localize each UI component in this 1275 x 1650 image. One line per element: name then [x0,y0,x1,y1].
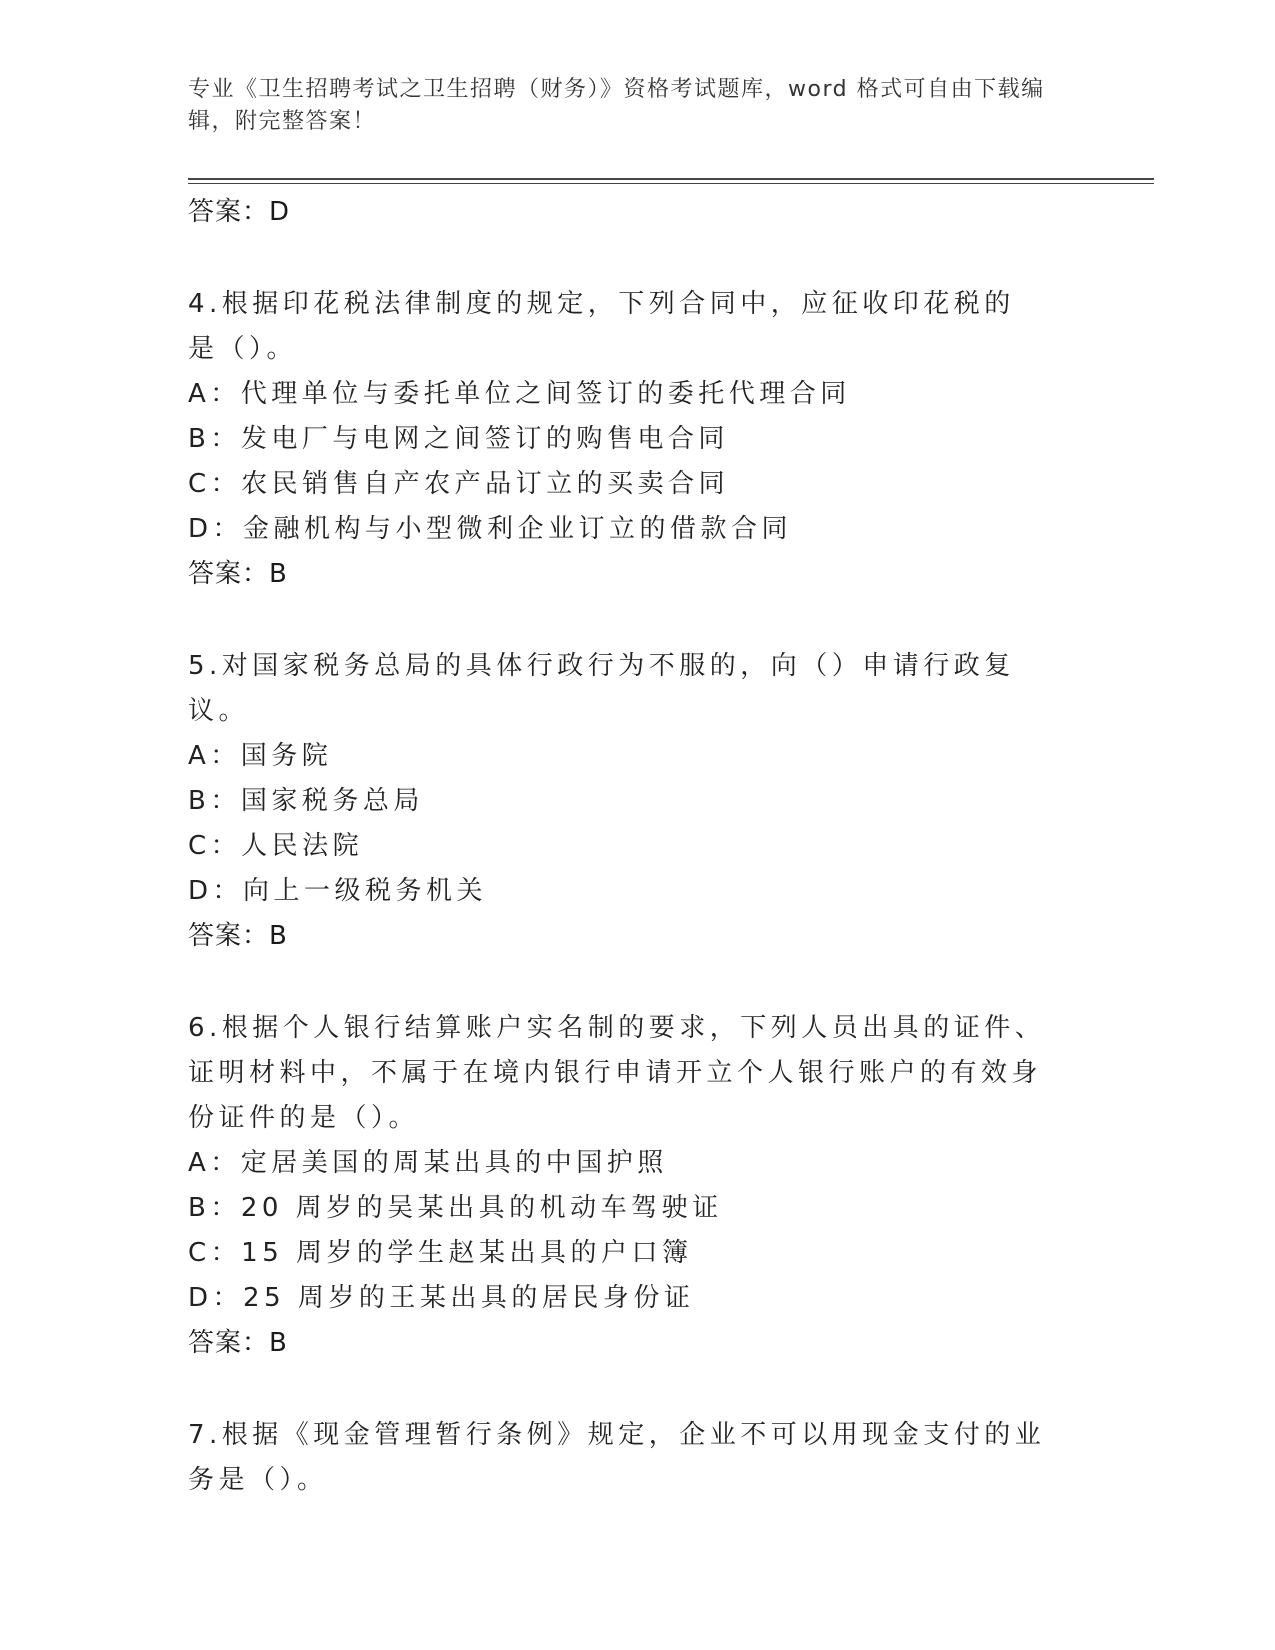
option-b: B：发电厂与电网之间签订的购售电合同 [188,424,729,454]
option-d: D：金融机构与小型微利企业订立的借款合同 [188,514,793,544]
answer-line: 答案：B [188,1328,288,1358]
option-c: C：农民销售自产农产品订立的买卖合同 [188,469,730,499]
question-5 [188,644,1088,958]
answer-line: 答案：B [188,559,288,589]
option-d: D：25 周岁的王某出具的居民身份证 [188,1283,695,1313]
option-c: C：人民法院 [188,831,364,861]
question-list [188,190,1088,1503]
answer-line: 答案：D [188,197,291,227]
option-b: B：20 周岁的吴某出具的机动车驾驶证 [188,1193,723,1223]
header-divider [188,178,1154,180]
option-a: A：国务院 [188,741,333,771]
question-stem: 6.根据个人银行结算账户实名制的要求，下列人员出具的证件、证明材料中，不属于在境内银行申请开立个人银行账户的有效身份证件的是（）。 [188,1013,1046,1133]
option-a: A：定居美国的周某出具的中国护照 [188,1148,668,1178]
option-b: B：国家税务总局 [188,786,424,816]
question-stem: 4.根据印花税法律制度的规定，下列合同中，应征收印花税的是（）。 [188,289,1015,364]
answer-line: 答案：B [188,921,288,951]
question-4 [188,282,1088,596]
header-divider-thin [188,183,1154,184]
page-header-text: 专业《卫生招聘考试之卫生招聘（财务）》资格考试题库，word 格式可自由下载编辑，附完整答案！ [188,77,1045,134]
option-c: C：15 周岁的学生赵某出具的户口簿 [188,1238,693,1268]
option-d: D：向上一级税务机关 [188,876,488,906]
option-a: A：代理单位与委托单位之间签订的委托代理合同 [188,379,851,409]
question-stem: 7.根据《现金管理暂行条例》规定，企业不可以用现金支付的业务是（）。 [188,1420,1046,1495]
question-6 [188,1006,1088,1365]
question-7 [188,1413,1088,1503]
question-stem: 5.对国家税务总局的具体行政行为不服的，向（）申请行政复议。 [188,651,1015,726]
